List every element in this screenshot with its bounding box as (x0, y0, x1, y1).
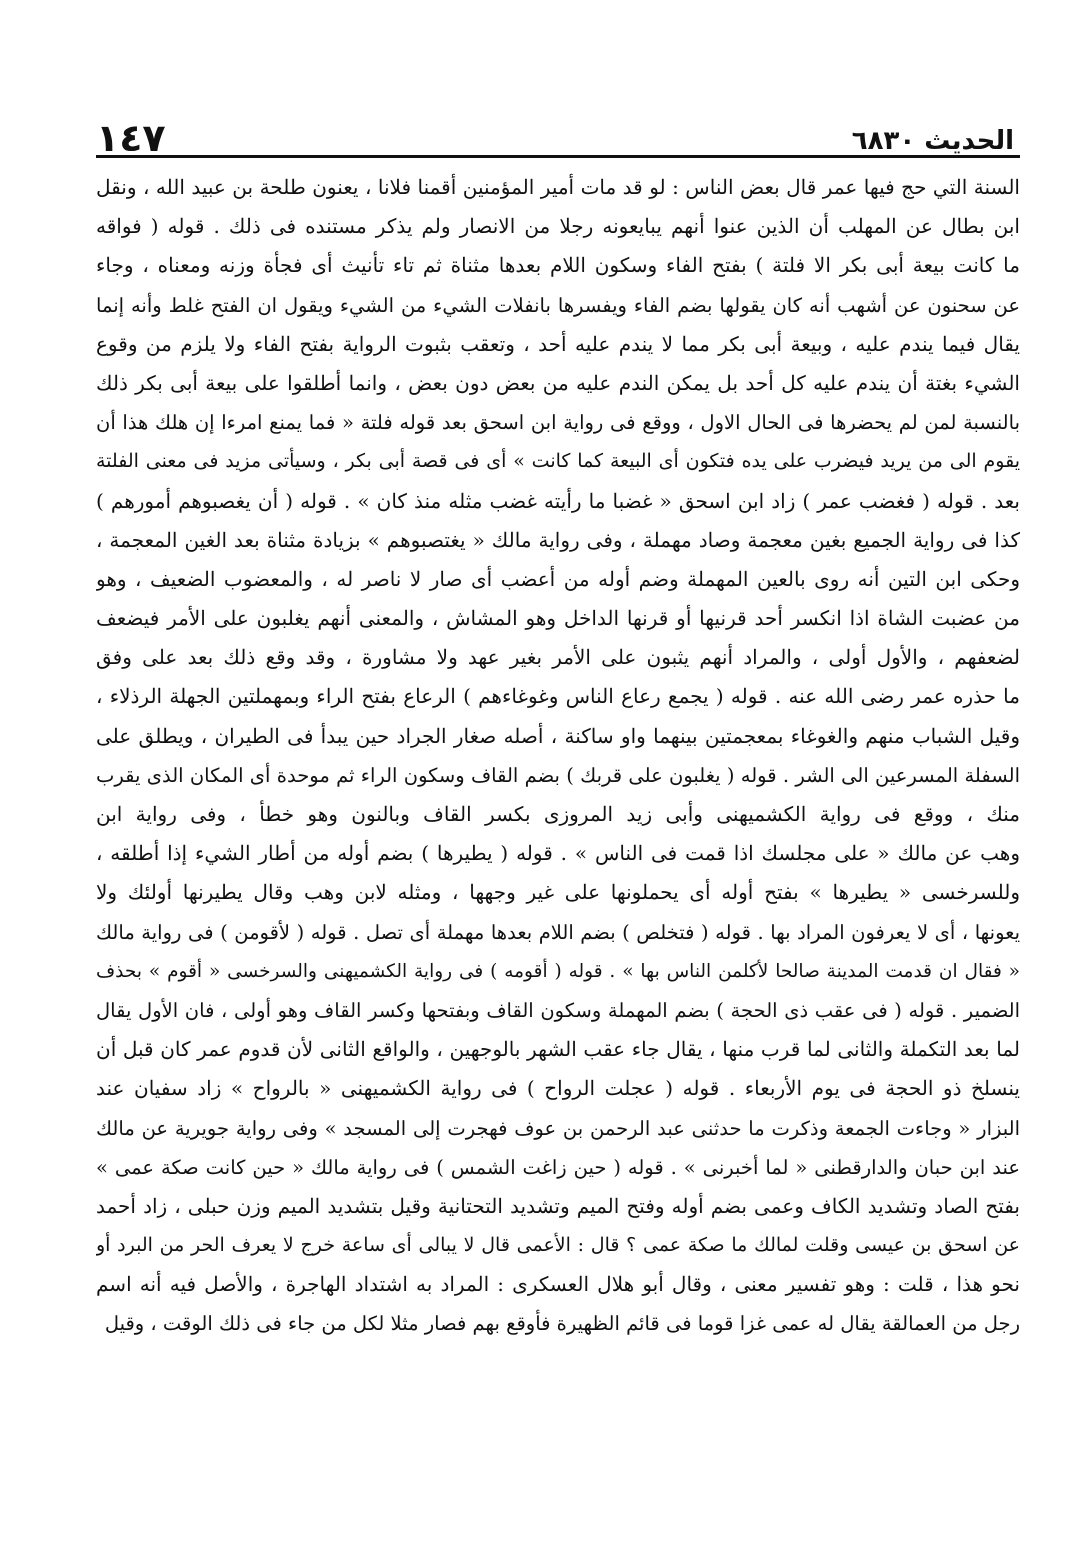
text-line: الشيء بغتة أن يندم عليه كل أحد بل يمكن الندم عليه من بعض دون بعض ، وانما أطلقوا على بيعة أبى بكر ذلك (96, 370, 1020, 395)
running-title: الحديث ٦٨٣٠ (851, 126, 1014, 156)
text-line: ما حذره عمر رضى الله عنه . قوله ( يجمع رعاع الناس وغوغاءهم ) الرعاع بفتح الراء وبمهملتين الجهلة الرذلاء ، (96, 684, 1020, 709)
text-line: عن سحنون عن أشهب أنه كان يقولها بضم الفاء ويفسرها بانفلات الشيء من الشيء ويقول ان الفتح غلط وأنه إنما (96, 293, 1020, 317)
text-line: يعونها ، أى لا يعرفون المراد بها . قوله ( فتخلص ) بضم اللام بعدها مهملة أى تصل . قوله ( لأقومن ) فى رواية مالك (96, 920, 1020, 944)
text-line: بالنسبة لمن لم يحضرها فى الحال الاول ، ووقع فى رواية ابن اسحق بعد قوله فلتة « فما يمنع امرءا إن هلك هذا أن (96, 411, 1020, 435)
body-text (96, 168, 1020, 1344)
text-line: « فقال ان قدمت المدينة صالحا لأكلمن الناس بها » . قوله ( أقومه ) فى رواية الكشميهنى والسرخسى « أقوم » بحذف (96, 960, 1020, 982)
text-line: عن اسحق بن عيسى وقلت لمالك ما صكة عمى ؟ قال : الأعمى قال لا يبالى أى ساعة خرج لا يعرف الحر من البرد أو (96, 1234, 1020, 1257)
text-line: بفتح الصاد وتشديد الكاف وعمى بضم أوله وفتح الميم وتشديد التحتانية وقيل بتشديد الميم وزن حبلى ، زاد أحمد (96, 1193, 1020, 1218)
text-line: رجل من العمالقة يقال له عمى غزا قوما فى قائم الظهيرة فأوقع بهم فصار مثلا لكل من جاء فى ذلك الوقت ، وقيل (104, 1312, 1020, 1336)
text-line: منك ، ووقع فى رواية الكشميهنى وأبى زيد المروزى بكسر القاف وبالنون وهو خطأ ، وفى رواية ابن (96, 802, 1020, 826)
text-line: نحو هذا ، قلت : وهو تفسير معنى ، وقال أبو هلال العسكرى : المراد به اشتداد الهاجرة ، والأصل فيه أنه اسم (96, 1272, 1020, 1297)
text-line: وللسرخسى « يطيرها » بفتح أوله أى يحملونها على غير وجهها ، ومثله لابن وهب وقال يطيرنها أولئك ولا (96, 880, 1020, 905)
text-line: كذا فى رواية الجميع بغين معجمة وصاد مهملة ، وفى رواية مالك « يغتصبوهم » بزيادة مثناة بعد الغين المعجمة ، (96, 527, 1020, 552)
page-header (96, 112, 1014, 158)
text-line: ابن بطال عن المهلب أن الذين عنوا أنهم يبايعونه رجلا من الانصار ولم يذكر مستنده فى ذلك . قوله ( فواقه (96, 214, 1020, 239)
text-line: الضمير . قوله ( فى عقب ذى الحجة ) بضم المهملة وسكون القاف وبفتحها وكسر القاف وهو أولى ، فان الأول يقال (96, 998, 1020, 1022)
text-line: لما بعد التكملة والثانى لما قرب منها ، يقال جاء عقب الشهر بالوجهين ، والواقع الثانى لأن قدوم عمر كان قبل أن (96, 1037, 1020, 1062)
header-rule (96, 155, 1020, 158)
text-line: يقال فيما يندم عليه ، وبيعة أبى بكر مما لا يندم عليه أحد ، وتعقب بثبوت الرواية بفتح الفاء ولا يلزم من وقوع (96, 331, 1020, 356)
page-number: ١٤٧ (96, 116, 166, 160)
text-line: ينسلخ ذو الحجة فى يوم الأربعاء . قوله ( عجلت الرواح ) فى رواية الكشميهنى « بالرواح » زاد سفيان عند (96, 1076, 1020, 1101)
text-line: السفلة المسرعين الى الشر . قوله ( يغلبون على قربك ) بضم القاف وسكون الراء ثم موحدة أى المكان الذى يقرب (96, 763, 1020, 787)
text-line: وحكى ابن التين أنه روى بالعين المهملة وضم أوله من أعضب أى صار لا ناصر له ، والمعضوب الضعيف ، وهو (96, 566, 1020, 591)
text-line: عند ابن حبان والدارقطنى « لما أخبرنى » . قوله ( حين زاغت الشمس ) فى رواية مالك « حين كانت صكة عمى » (96, 1155, 1020, 1179)
text-line: وهب عن مالك « على مجلسك اذا قمت فى الناس » . قوله ( يطيرها ) بضم أوله من أطار الشيء إذا أطلقه ، (96, 841, 1020, 866)
text-line: وقيل الشباب منهم والغوغاء بمعجمتين بينهما واو ساكنة ، أصله صغار الجراد حين يبدأ فى الطيران ، ويطلق على (96, 723, 1020, 748)
text-line: بعد . قوله ( فغضب عمر ) زاد ابن اسحق « غضبا ما رأيته غضب مثله منذ كان » . قوله ( أن يغصبوهم أمورهم ) (96, 488, 1020, 513)
text-line: البزار « وجاءت الجمعة وذكرت ما حدثنى عبد الرحمن بن عوف فهجرت إلى المسجد » وفى رواية جويرية عن مالك (96, 1116, 1020, 1140)
text-line: ما كانت بيعة أبى بكر الا فلتة ) بفتح الفاء وسكون اللام بعدها مثناة ثم تاء تأنيث أى فجأة وزنه ومعناه ، وجاء (96, 253, 1020, 278)
text-line: يقوم الى من يريد فيضرب على يده فتكون أى البيعة كما كانت » أى فى قصة أبى بكر ، وسيأتى مزيد فى معنى الفلتة (96, 450, 1020, 473)
text-line: لضعفهم ، والأول أولى ، والمراد أنهم يثبون على الأمر بغير عهد ولا مشاورة ، وقد وقع ذلك بعد على وفق (96, 645, 1020, 670)
text-line: من عضبت الشاة اذا انكسر أحد قرنيها أو قرنها الداخل وهو المشاش ، والمعنى أنهم يغلبون على الأمر فيضعف (96, 606, 1020, 631)
text-line: السنة التي حج فيها عمر قال بعض الناس : لو قد مات أمير المؤمنين أقمنا فلانا ، يعنون طلحة بن عبيد الله ، ونقل (96, 175, 1020, 199)
